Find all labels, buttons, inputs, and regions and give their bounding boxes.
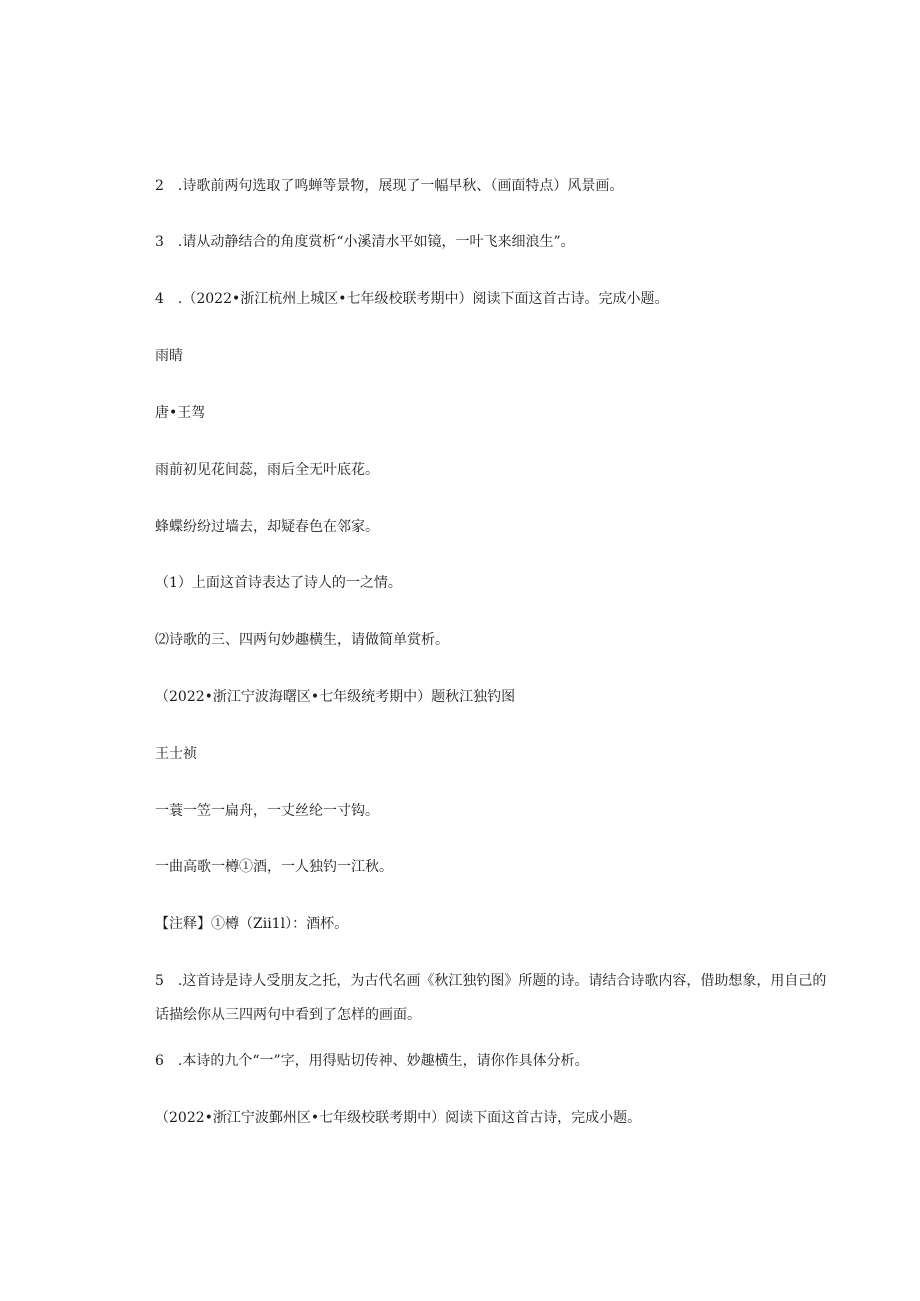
- question-6: 6 .本诗的九个“一”字，用得贴切传神、妙趣横生，请你作具体分析。: [155, 1053, 589, 1069]
- sub-question-1: （1）上面这首诗表达了诗人的一之情。: [155, 575, 402, 591]
- poem-2-author: 王士祯: [155, 746, 197, 762]
- poem-author: 唐•王驾: [155, 405, 206, 421]
- question-2: 2 .诗歌前两句选取了鸣蝉等景物，展现了一幅早秋、（画面特点）风景画。: [155, 178, 624, 194]
- next-section-heading: （2022•浙江宁波鄞州区•七年级校联考期中）阅读下面这首古诗，完成小题。: [155, 1110, 642, 1126]
- poem-line-1: 雨前初见花间蕊，雨后全无叶底花。: [155, 462, 379, 478]
- poem-2-line-2: 一曲高歌一樽①酒，一人独钓一江秋。: [155, 859, 393, 875]
- poem-line-2: 蜂蝶纷纷过墙去，却疑春色在邻家。: [155, 519, 379, 535]
- poem-2-line-1: 一蓑一笠一扁舟，一丈丝纶一寸钩。: [155, 803, 379, 819]
- question-4-heading: 4 .（2022•浙江杭州上城区•七年级校联考期中）阅读下面这首古诗。完成小题。: [155, 291, 669, 307]
- sub-question-2: ⑵诗歌的三、四两句妙趣横生，请做简单赏析。: [155, 632, 449, 648]
- poem-2-heading: （2022•浙江宁波海曙区•七年级统考期中）题秋江独钓图: [155, 689, 516, 705]
- annotation-note: 【注释】①樽（Zii1l）：酒杯。: [155, 916, 349, 932]
- poem-title: 雨睛: [155, 348, 183, 364]
- question-3: 3 .请从动静结合的角度赏析“小溪清水平如镜，一叶飞来细浪生”。: [155, 234, 575, 250]
- question-5: 5 .这首诗是诗人受朋友之托，为古代名画《秋江独钓图》所题的诗。请结合诗歌内容，借助想象，用自己的话描绘你从三四两句中看到了怎样的画面。: [155, 973, 827, 1023]
